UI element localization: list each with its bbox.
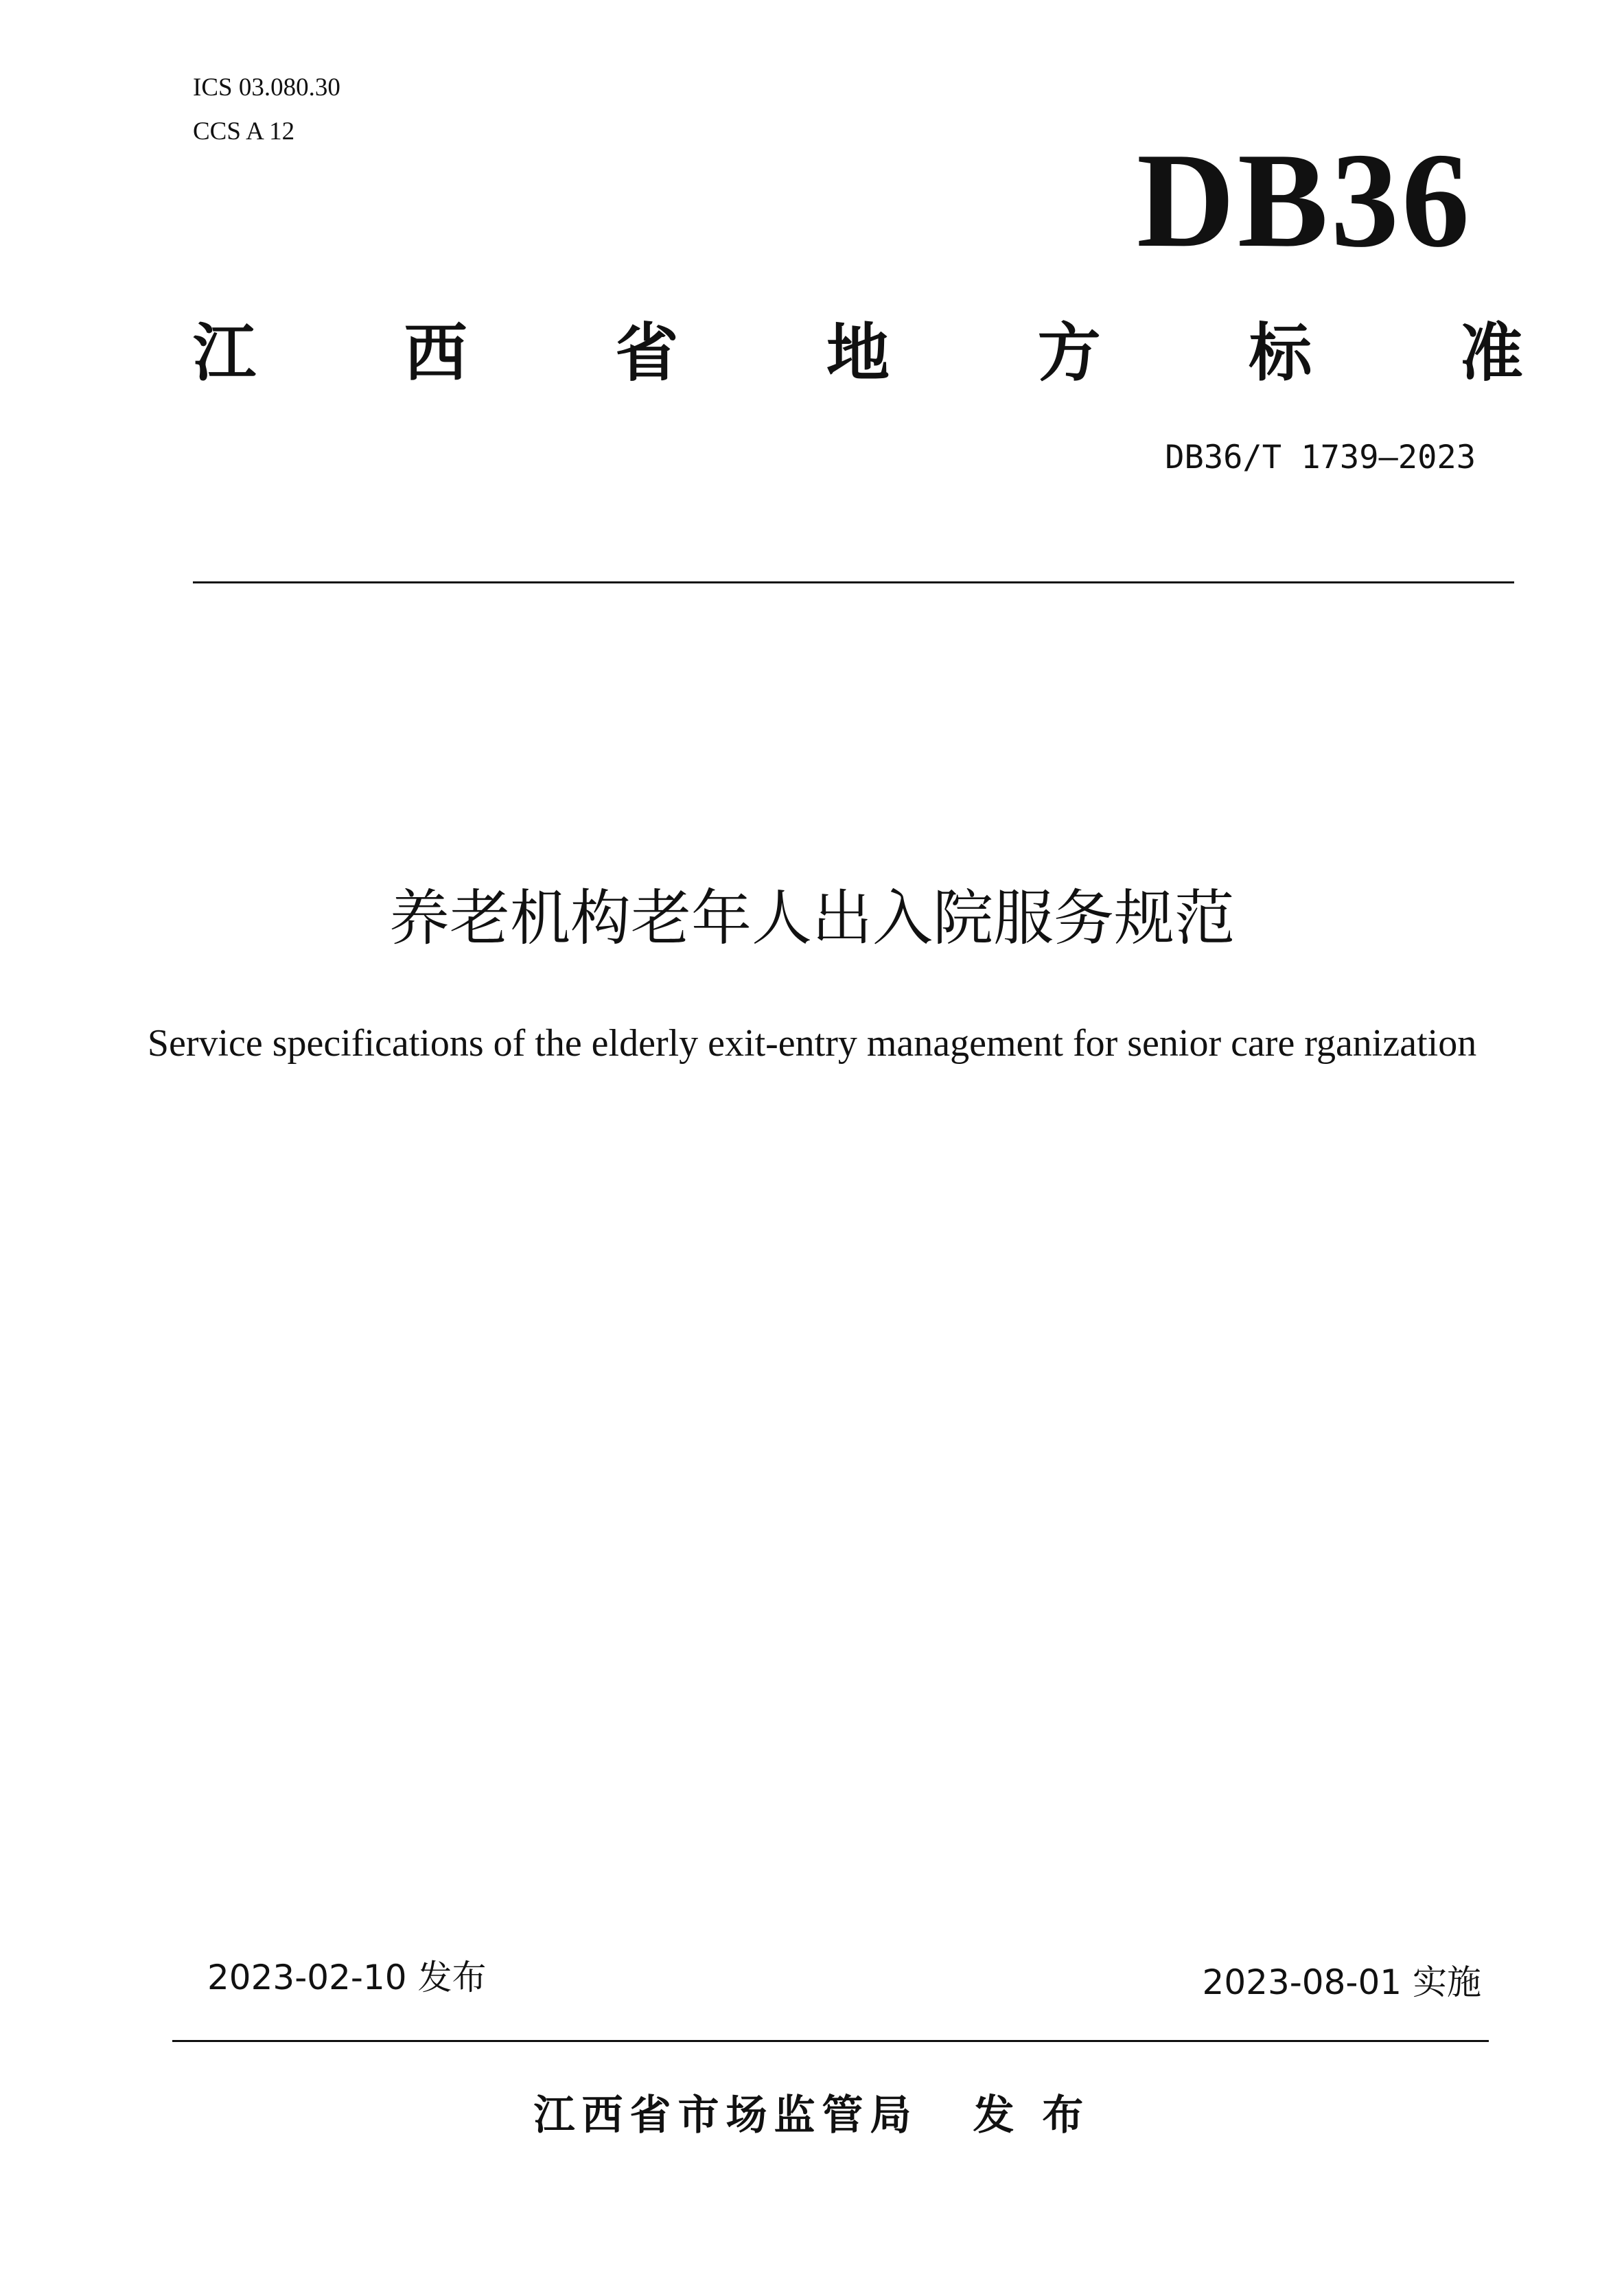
publisher-line bbox=[0, 2087, 1624, 2144]
issue-date: 2023-02-10 发布 bbox=[207, 1958, 487, 1997]
standard-type-char: 方 bbox=[1037, 316, 1101, 390]
bottom-divider bbox=[172, 2040, 1489, 2042]
standard-type-char: 标 bbox=[1249, 316, 1312, 390]
implementation-date: 2023-08-01 实施 bbox=[1202, 1962, 1481, 2002]
top-divider bbox=[193, 581, 1514, 583]
standard-type-heading bbox=[193, 312, 1523, 395]
standard-type-char: 江 bbox=[193, 316, 257, 390]
standard-type-char: 准 bbox=[1459, 316, 1523, 390]
standard-code-logo: DB36 bbox=[1136, 125, 1472, 275]
ics-code: ICS 03.080.30 bbox=[193, 73, 340, 102]
ccs-code: CCS A 12 bbox=[193, 117, 295, 146]
standard-type-char: 省 bbox=[615, 316, 679, 390]
document-title-chinese: 养老机构老年人出入院服务规范 bbox=[388, 883, 1235, 953]
standard-type-char: 西 bbox=[404, 316, 467, 390]
standard-type-char: 地 bbox=[826, 316, 890, 390]
publisher-action: 发 布 bbox=[973, 2091, 1091, 2140]
standard-number: DB36/T 1739—2023 bbox=[1165, 439, 1476, 476]
document-title-english: Service specifications of the elderly exit-entry management for senior care rganization bbox=[147, 1022, 1477, 1065]
publisher-name: 江西省市场监管局 bbox=[533, 2091, 918, 2140]
